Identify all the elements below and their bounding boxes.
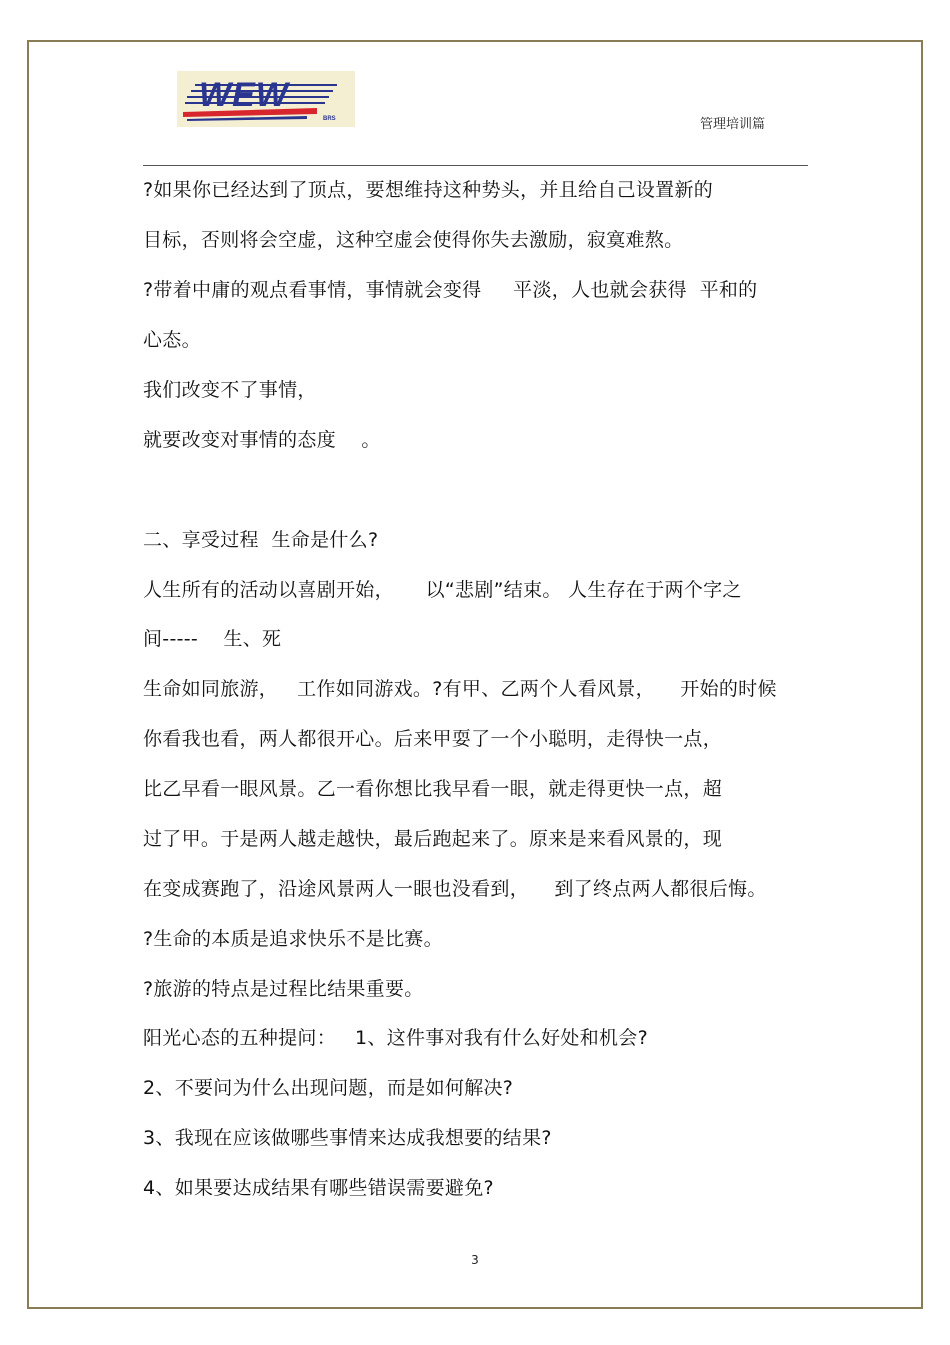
- text-line: 2、不要问为什么出现问题，而是如何解决?: [143, 1077, 514, 1099]
- text-line: 4、如果要达成结果有哪些错误需要避免?: [143, 1177, 494, 1199]
- text-line: 我们改变不了事情，: [143, 379, 317, 401]
- text-line: 过了甲。于是两人越走越快，最后跑起来了。原来是来看风景的，现: [143, 828, 723, 850]
- text-line: ?如果你已经达到了顶点，要想维持这种势头，并且给自己设置新的: [143, 179, 714, 201]
- text-line: 在变成赛跑了，沿途风景两人一眼也没看到， 到了终点两人都很后悔。: [143, 878, 767, 900]
- text-line: 就要改变对事情的态度 。: [143, 429, 381, 451]
- company-logo: [177, 71, 355, 127]
- logo-wordmark: WEW: [199, 76, 289, 114]
- text-line: 3、我现在应该做哪些事情来达成我想要的结果?: [143, 1127, 552, 1149]
- section-label: 管理培训篇: [700, 117, 766, 132]
- section-heading: 二、享受过程 生命是什么?: [143, 529, 379, 551]
- text-line: ?带着中庸的观点看事情，事情就会变得 平淡，人也就会获得 平和的: [143, 279, 758, 301]
- text-line: 人生所有的活动以喜剧开始， 以“悲剧”结束。 人生存在于两个字之: [143, 579, 742, 601]
- text-line: 你看我也看，两人都很开心。后来甲耍了一个小聪明，走得快一点，: [143, 728, 723, 750]
- text-line: 心态。: [143, 329, 201, 351]
- text-line: 比乙早看一眼风景。乙一看你想比我早看一眼，就走得更快一点，超: [143, 778, 723, 800]
- page-number: 3: [471, 1253, 479, 1267]
- logo-subtext: BRS: [323, 116, 336, 122]
- text-line: 生命如同旅游， 工作如同游戏。?有甲、乙两个人看风景， 开始的时候: [143, 678, 777, 700]
- text-line: ?生命的本质是追求快乐不是比赛。: [143, 928, 443, 950]
- text-line: 间----- 生、死: [143, 628, 282, 650]
- text-line: 阳光心态的五种提问： 1、这件事对我有什么好处和机会?: [143, 1027, 648, 1049]
- text-line: 目标，否则将会空虚，这种空虚会使得你失去激励，寂寞难熬。: [143, 229, 684, 251]
- text-line: ?旅游的特点是过程比结果重要。: [143, 978, 424, 1000]
- header-divider: [143, 165, 808, 166]
